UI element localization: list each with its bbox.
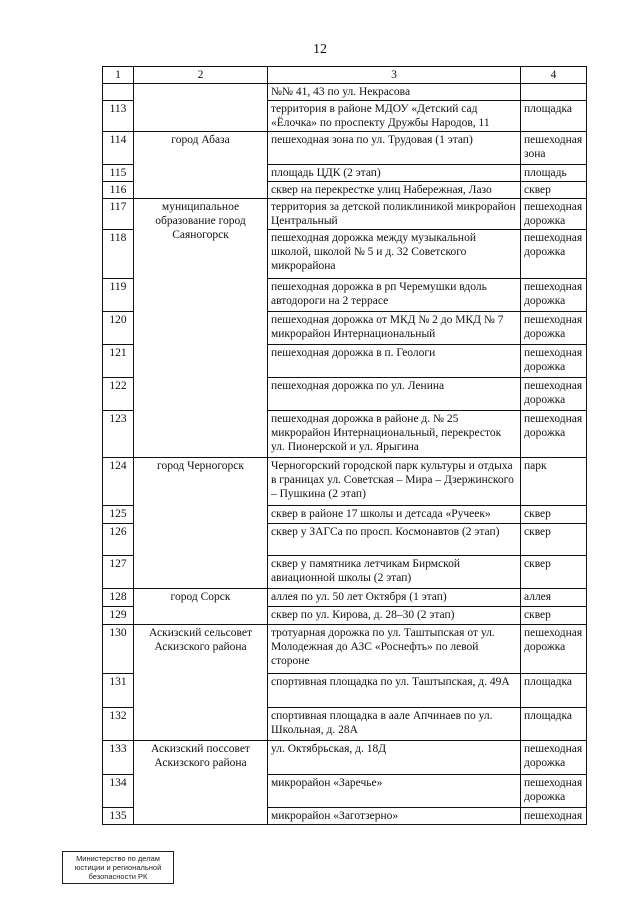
stamp-line: Министерство по делам (76, 854, 160, 863)
row-number: 134 (103, 775, 134, 808)
row-number: 129 (103, 607, 134, 625)
object-cell: сквер на перекрестке улиц Набережная, Лазо (268, 182, 521, 199)
type-cell: площадка (521, 101, 587, 132)
object-cell: спортивная площадка в аале Апчинаев по ул. Школьная, д. 28А (268, 708, 521, 741)
registration-stamp (62, 851, 174, 884)
object-cell: сквер по ул. Кирова, д. 28–30 (2 этап) (268, 607, 521, 625)
stamp-line: безопасности РК (88, 872, 148, 881)
row-number: 119 (103, 279, 134, 312)
table-row (103, 199, 587, 230)
row-number: 122 (103, 378, 134, 411)
object-cell: пешеходная дорожка между музыкальной школой, школой № 5 и д. 32 Советского микрорайона (268, 230, 521, 279)
type-cell: пешеходная дорожка (521, 312, 587, 345)
object-cell: территория за детской поликлиникой микрорайон Центральный (268, 199, 521, 230)
type-cell: пешеходная дорожка (521, 378, 587, 411)
object-cell: Черногорский городской парк культуры и отдыха в границах ул. Советская – Мира – Дзержинского – Пушкина (2 этап) (268, 458, 521, 506)
type-cell: площадь (521, 165, 587, 182)
header-cell: 4 (521, 67, 587, 84)
table-row (103, 132, 587, 165)
row-number: 114 (103, 132, 134, 165)
type-cell: пешеходная (521, 808, 587, 825)
type-cell: пешеходная дорожка (521, 411, 587, 458)
type-cell: площадка (521, 708, 587, 741)
row-number: 127 (103, 556, 134, 589)
object-cell: пешеходная дорожка по ул. Ленина (268, 378, 521, 411)
row-number: 126 (103, 524, 134, 556)
object-cell: сквер в районе 17 школы и детсада «Ручеек» (268, 506, 521, 524)
type-cell: сквер (521, 182, 587, 199)
row-number: 130 (103, 625, 134, 674)
table-row (103, 458, 587, 506)
municipality-cell: город Сорск (134, 589, 268, 625)
row-number: 115 (103, 165, 134, 182)
table-row (103, 589, 587, 607)
municipality-cell: город Черногорск (134, 458, 268, 589)
object-cell: сквер у ЗАГСа по просп. Космонавтов (2 этап) (268, 524, 521, 556)
row-number: 116 (103, 182, 134, 199)
type-cell: сквер (521, 506, 587, 524)
row-number: 131 (103, 674, 134, 708)
row-number: 124 (103, 458, 134, 506)
header-cell: 1 (103, 67, 134, 84)
table-row (103, 84, 587, 101)
type-cell: сквер (521, 524, 587, 556)
type-cell: пешеходная дорожка (521, 279, 587, 312)
row-number (103, 84, 134, 101)
row-number: 128 (103, 589, 134, 607)
object-cell: пешеходная зона по ул. Трудовая (1 этап) (268, 132, 521, 165)
row-number: 132 (103, 708, 134, 741)
object-cell: пешеходная дорожка в рп Черемушки вдоль автодороги на 2 террасе (268, 279, 521, 312)
row-number: 133 (103, 741, 134, 775)
object-cell: аллея по ул. 50 лет Октября (1 этап) (268, 589, 521, 607)
row-number: 135 (103, 808, 134, 825)
table-row (103, 625, 587, 674)
object-cell: пешеходная дорожка от МКД № 2 до МКД № 7 микрорайон Интернациональный (268, 312, 521, 345)
type-cell: сквер (521, 556, 587, 589)
type-cell: пешеходная дорожка (521, 345, 587, 378)
type-cell: пешеходная дорожка (521, 625, 587, 674)
object-cell: сквер у памятника летчикам Бирмской авиационной школы (2 этап) (268, 556, 521, 589)
row-number: 123 (103, 411, 134, 458)
type-cell (521, 84, 587, 101)
object-cell: пешеходная дорожка в п. Геологи (268, 345, 521, 378)
object-cell: площадь ЦДК (2 этап) (268, 165, 521, 182)
type-cell: пешеходная дорожка (521, 775, 587, 808)
type-cell: площадка (521, 674, 587, 708)
type-cell: аллея (521, 589, 587, 607)
row-number: 120 (103, 312, 134, 345)
row-number: 121 (103, 345, 134, 378)
type-cell: пешеходная дорожка (521, 230, 587, 279)
row-number: 117 (103, 199, 134, 230)
municipality-cell: Аскизский сельсовет Аскизского района (134, 625, 268, 741)
header-cell: 3 (268, 67, 521, 84)
row-number: 125 (103, 506, 134, 524)
type-cell: сквер (521, 607, 587, 625)
type-cell: пешеходная дорожка (521, 199, 587, 230)
table-header-row (103, 67, 587, 84)
type-cell: пешеходная зона (521, 132, 587, 165)
municipality-cell (134, 84, 268, 132)
type-cell: пешеходная дорожка (521, 741, 587, 775)
object-cell: тротуарная дорожка по ул. Таштыпская от ул. Молодежная до АЗС «Роснефть» по левой стороне (268, 625, 521, 674)
objects-table (102, 66, 587, 825)
header-cell: 2 (134, 67, 268, 84)
municipality-cell: муниципальное образование город Саяногорск (134, 199, 268, 458)
object-cell: №№ 41, 43 по ул. Некрасова (268, 84, 521, 101)
type-cell: парк (521, 458, 587, 506)
object-cell: микрорайон «Заготзерно» (268, 808, 521, 825)
object-cell: ул. Октябрьская, д. 18Д (268, 741, 521, 775)
row-number: 118 (103, 230, 134, 279)
object-cell: микрорайон «Заречье» (268, 775, 521, 808)
row-number: 113 (103, 101, 134, 132)
municipality-cell: город Абаза (134, 132, 268, 199)
object-cell: территория в районе МДОУ «Детский сад «Ёлочка» по проспекту Дружбы Народов, 11 (268, 101, 521, 132)
table-row (103, 741, 587, 775)
municipality-cell: Аскизский поссовет Аскизского района (134, 741, 268, 825)
object-cell: спортивная площадка по ул. Таштыпская, д. 49А (268, 674, 521, 708)
stamp-line: юстиции и региональной (74, 863, 162, 872)
object-cell: пешеходная дорожка в районе д. № 25 микрорайон Интернациональный, перекресток ул. Пионерской и ул. Ярыгина (268, 411, 521, 458)
page-number: 12 (313, 42, 327, 57)
